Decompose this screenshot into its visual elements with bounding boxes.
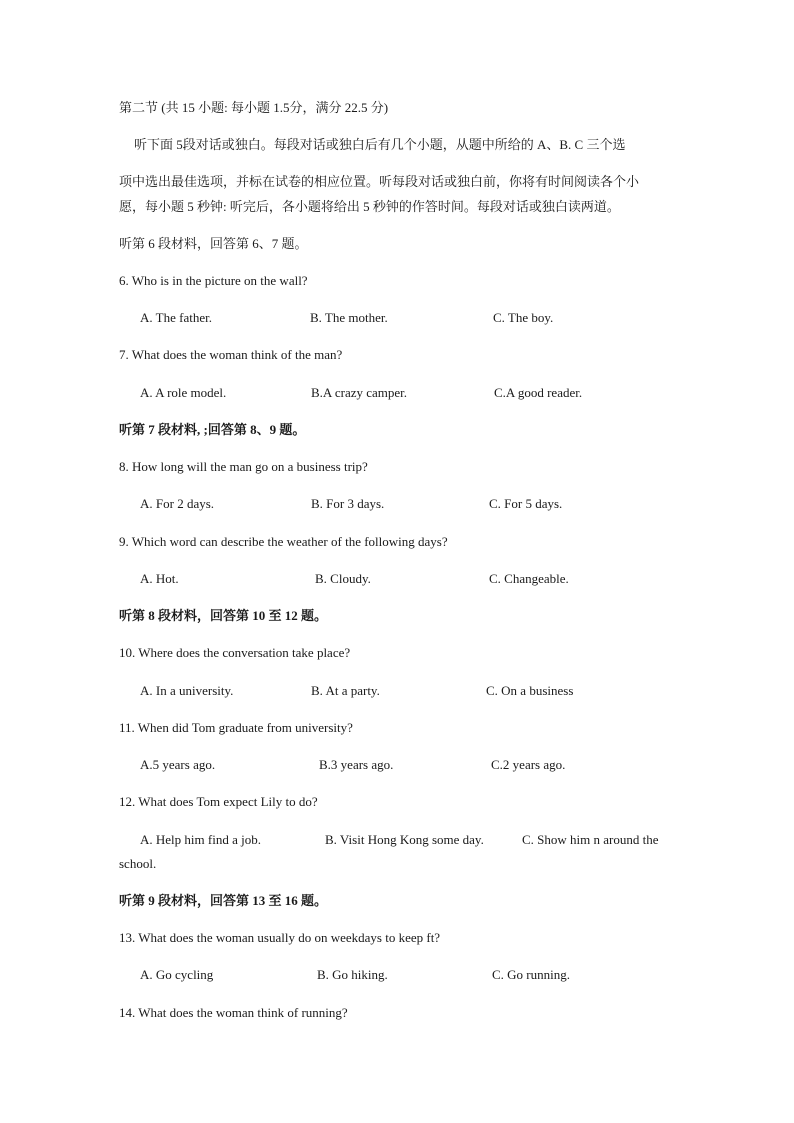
question-13-option-b: B. Go hiking. xyxy=(317,967,388,982)
question-10-option-c: C. On a business xyxy=(486,683,574,698)
question-11: 11. When did Tom graduate from university? xyxy=(119,720,353,735)
question-8-option-a: A. For 2 days. xyxy=(140,496,215,511)
question-13: 13. What does the woman usually do on weekdays to keep ft? xyxy=(119,930,441,945)
question-6-option-a: A. The father. xyxy=(140,310,212,325)
question-11-option-a: A.5 years ago. xyxy=(140,757,216,772)
question-8: 8. How long will the man go on a business trip? xyxy=(119,459,368,474)
question-9-option-b: B. Cloudy. xyxy=(315,571,371,586)
question-11-option-b: B.3 years ago. xyxy=(319,757,394,772)
group-heading-6: 听第 6 段材料，回答第 6、7 题。 xyxy=(119,236,308,251)
instruction-line-3: 愿，每小题 5 秒钟: 听完后，各小题将给出 5 秒钟的作答时间。每段对话或独白读两道。 xyxy=(119,199,620,214)
question-10-option-a: A. In a university. xyxy=(140,683,234,698)
question-12-option-c-first-line: C. Show him n around the xyxy=(522,832,659,847)
question-9-option-c: C. Changeable. xyxy=(489,571,569,586)
question-6: 6. Who is in the picture on the wall? xyxy=(119,273,308,288)
question-8-option-c: C. For 5 days. xyxy=(489,496,563,511)
question-14: 14. What does the woman think of running? xyxy=(119,1005,348,1020)
question-10-option-b: B. At a party. xyxy=(311,683,380,698)
group-heading-8: 听第 8 段材料，回答第 10 至 12 题。 xyxy=(119,608,328,623)
group-heading-9: 听第 9 段材料，回答第 13 至 16 题。 xyxy=(119,893,328,908)
question-12-option-b: B. Visit Hong Kong some day. xyxy=(325,832,484,847)
question-9-option-a: A. Hot. xyxy=(140,571,179,586)
question-13-option-a: A. Go cycling xyxy=(140,967,214,982)
question-12-option-a: A. Help him find a job. xyxy=(140,832,261,847)
question-11-option-c: C.2 years ago. xyxy=(491,757,566,772)
question-7-option-b: B.A crazy camper. xyxy=(311,385,408,400)
question-7-option-c: C.A good reader. xyxy=(494,385,583,400)
question-9: 9. Which word can describe the weather of the following days? xyxy=(119,534,448,549)
group-heading-7: 听第 7 段材料, ;回答第 8、9 题。 xyxy=(119,422,306,437)
question-12: 12. What does Tom expect Lily to do? xyxy=(119,794,318,809)
section-title: 第二节 (共 15 小题: 每小题 1.5分，满分 22.5 分) xyxy=(119,100,389,115)
instruction-line-2: 项中选出最佳选项，并标在试卷的相应位置。听每段对话或独白前，你将有时间阅读各个小 xyxy=(119,174,640,189)
instruction-line-1: 听下面 5段对话或独白。每段对话或独白后有几个小题，从题中所给的 A、B. C 三个选 xyxy=(134,137,626,152)
question-8-option-b: B. For 3 days. xyxy=(311,496,385,511)
question-7: 7. What does the woman think of the man? xyxy=(119,347,343,362)
question-6-option-b: B. The mother. xyxy=(310,310,388,325)
question-6-option-c: C. The boy. xyxy=(493,310,554,325)
question-13-option-c: C. Go running. xyxy=(492,967,570,982)
question-7-option-a: A. A role model. xyxy=(140,385,227,400)
question-12-option-c-continuation: school. xyxy=(119,856,157,871)
question-10: 10. Where does the conversation take place? xyxy=(119,645,351,660)
